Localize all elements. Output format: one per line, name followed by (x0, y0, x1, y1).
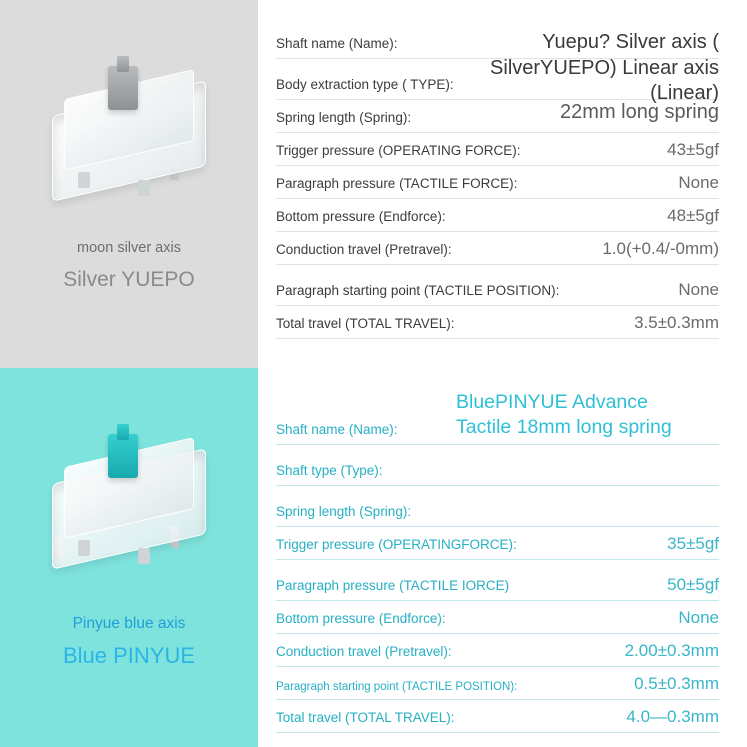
spec-label: Conduction travel (Pretravel): (276, 644, 452, 660)
keyboard-switch-icon (34, 40, 224, 210)
silver-headline-name: Yuepu? Silver axis ( SilverYUEPO) Linear axis (Linear) (490, 31, 719, 105)
table-row (276, 133, 719, 166)
blue-caption-large: Blue PINYUE (62, 643, 196, 669)
table-row (276, 59, 719, 100)
blue-switch-thumbnail (0, 368, 258, 747)
blue-headline-name: BluePINYUE Advance Tactile 18mm long spring (456, 391, 672, 439)
spec-value: 4.0—0.3mm (626, 706, 719, 726)
spec-label: Spring length (Spring): (276, 110, 412, 126)
spec-label: Paragraph starting point (TACTILE POSITION): (276, 680, 518, 693)
table-row (276, 404, 719, 445)
table-row (276, 560, 719, 601)
silver-headline-spring: 22mm long spring (560, 101, 719, 123)
spec-value: 50±5gf (667, 574, 719, 594)
spec-value: None (678, 172, 719, 192)
spec-value: 43±5gf (667, 139, 719, 159)
keyboard-switch-icon (34, 408, 224, 578)
silver-spec-table (258, 0, 747, 368)
spec-label: Trigger pressure (OPERATING FORCE): (276, 143, 521, 159)
table-row (276, 100, 719, 133)
spec-label: Shaft name (Name): (276, 422, 398, 438)
blue-caption (0, 612, 258, 672)
table-row (276, 306, 719, 339)
spec-label: Total travel (TOTAL TRAVEL): (276, 710, 455, 726)
table-row (276, 265, 719, 306)
spec-label: Bottom pressure (Endforce): (276, 611, 446, 627)
table-row (276, 445, 719, 486)
table-row (276, 601, 719, 634)
spec-value: None (678, 279, 719, 299)
table-row (276, 199, 719, 232)
spec-label: Bottom pressure (Endforce): (276, 209, 446, 225)
spec-label: Total travel (TOTAL TRAVEL): (276, 316, 455, 332)
table-row (276, 700, 719, 733)
spec-label: Conduction travel (Pretravel): (276, 242, 452, 258)
silver-switch-thumbnail (0, 0, 258, 368)
blue-switch-panel (0, 368, 747, 747)
spec-label: Spring length (Spring): (276, 504, 412, 520)
spec-label: Shaft name (Name): (276, 36, 398, 52)
spec-label: Paragraph pressure (TACTILE IORCE) (276, 578, 510, 594)
spec-value: 1.0(+0.4/-0mm) (602, 238, 719, 258)
table-row (276, 527, 719, 560)
table-row (276, 486, 719, 527)
blue-spec-table (258, 368, 747, 747)
table-row (276, 634, 719, 667)
table-row (276, 667, 719, 700)
silver-switch-panel (0, 0, 747, 368)
spec-value: 35±5gf (667, 533, 719, 553)
spec-label: Body extraction type ( TYPE): (276, 77, 454, 93)
table-row (276, 166, 719, 199)
spec-value: 0.5±0.3mm (634, 673, 719, 693)
silver-caption-small: moon silver axis (77, 240, 181, 256)
blue-caption-small: Pinyue blue axis (72, 615, 186, 632)
spec-value: 2.00±0.3mm (624, 640, 719, 660)
spec-value: 48±5gf (667, 205, 719, 225)
spec-label: Shaft type (Type): (276, 463, 383, 479)
silver-caption-large: Silver YUEPO (63, 267, 195, 291)
table-row (276, 26, 719, 59)
spec-label: Paragraph pressure (TACTILE FORCE): (276, 176, 518, 192)
table-row (276, 232, 719, 265)
silver-caption (0, 238, 258, 295)
spec-label: Trigger pressure (OPERATINGFORCE): (276, 537, 517, 553)
spec-value: None (678, 607, 719, 627)
spec-value: 3.5±0.3mm (634, 312, 719, 332)
spec-label: Paragraph starting point (TACTILE POSITION): (276, 283, 560, 299)
